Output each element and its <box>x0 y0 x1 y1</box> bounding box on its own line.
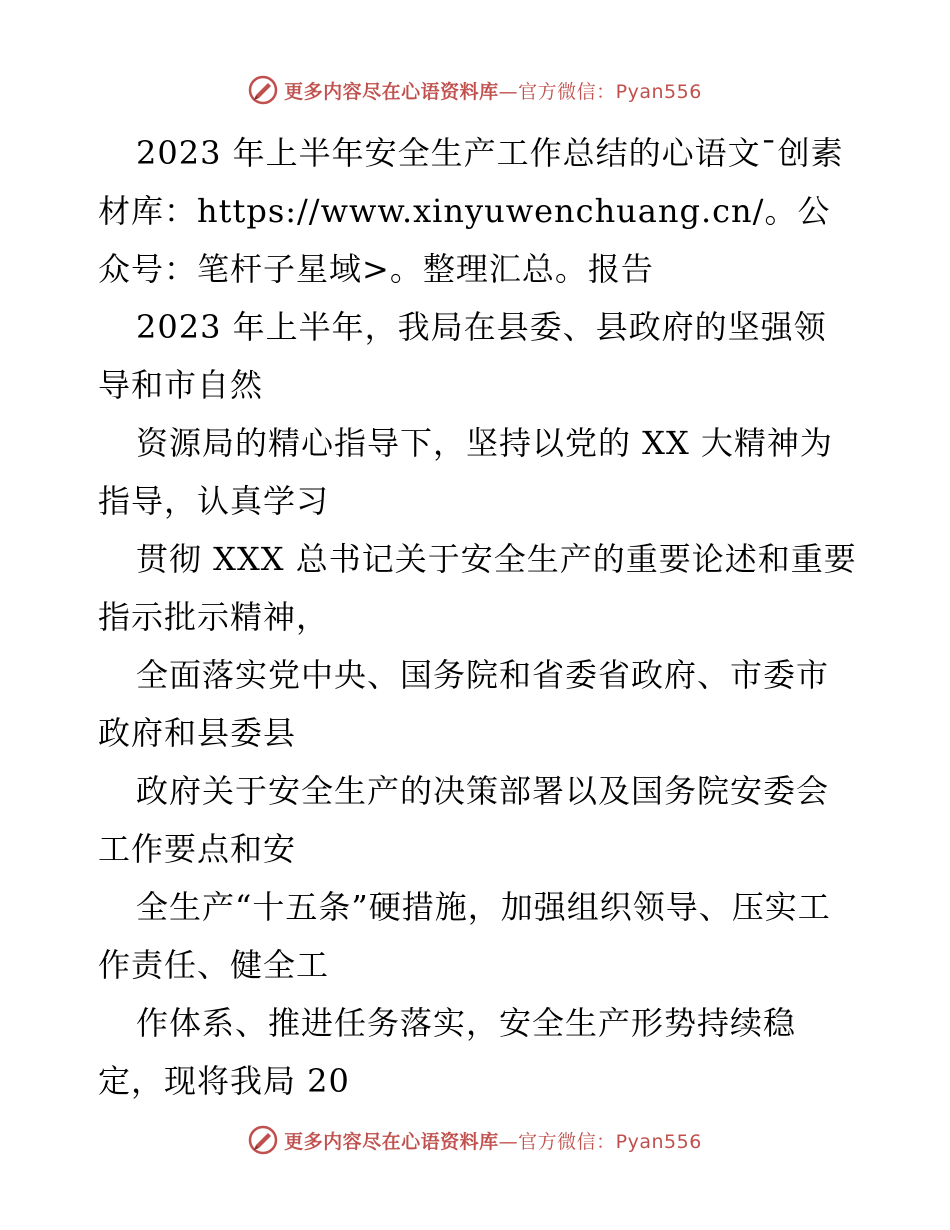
page-footer-banner <box>0 1120 950 1160</box>
paragraph: 贯彻 XXX 总书记关于安全生产的重要论述和重要指示批示精神， <box>98 540 857 636</box>
footer-contact-text: 官方微信：Pyan556 <box>518 1130 702 1153</box>
header-separator: — <box>498 80 519 103</box>
page-header-banner <box>0 70 950 110</box>
paragraph: 全面落实党中央、国务院和省委省政府、市委市政府和县委县 <box>98 656 830 752</box>
footer-banner-text <box>284 1127 702 1154</box>
paragraph: 2023 年上半年，我局在县委、县政府的坚强领导和市自然 <box>98 308 827 404</box>
paragraph: 资源局的精心指导下，坚持以党的 XX 大精神为指导，认真学习 <box>98 424 833 520</box>
paragraph: 2023 年上半年安全生产工作总结的心语文¯创素材库：https://www.xinyuwenchuang.cn/。公众号：笔杆子星域>。整理汇总。报告 <box>98 134 844 288</box>
document-body <box>98 124 858 1110</box>
paragraph: 政府关于安全生产的决策部署以及国务院安委会工作要点和安 <box>98 772 830 868</box>
header-contact-text: 官方微信：Pyan556 <box>518 80 702 103</box>
paragraph: 作体系、推进任务落实，安全生产形势持续稳定，现将我局 20 <box>98 1004 797 1100</box>
brand-logo-icon <box>248 75 278 105</box>
header-banner-text <box>284 77 702 104</box>
paragraph: 全生产“十五条”硬措施，加强组织领导、压实工作责任、健全工 <box>98 888 831 984</box>
footer-brand-text: 更多内容尽在心语资料库 <box>284 1130 499 1153</box>
brand-logo-icon <box>248 1125 278 1155</box>
footer-separator: — <box>498 1130 519 1153</box>
header-brand-text: 更多内容尽在心语资料库 <box>284 80 499 103</box>
